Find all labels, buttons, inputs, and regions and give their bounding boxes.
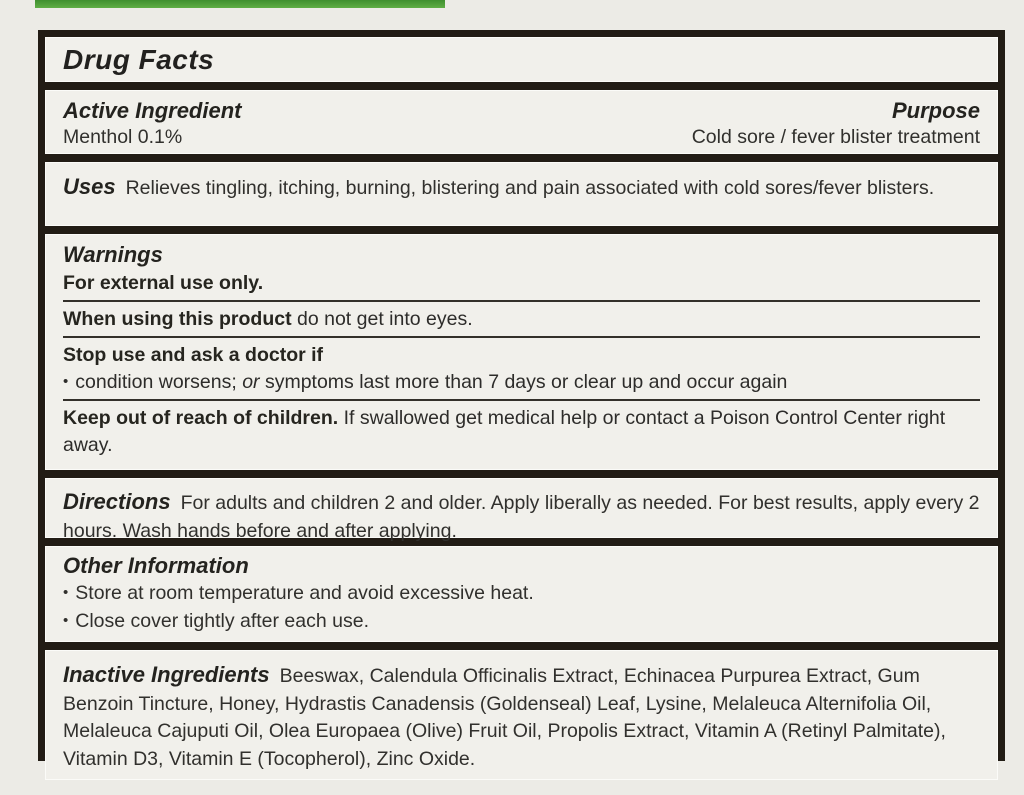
active-ingredient-column <box>63 98 241 152</box>
bullet-icon: • <box>63 372 69 390</box>
bullet-icon: • <box>63 584 69 602</box>
section-title <box>45 37 998 82</box>
purpose-heading: Purpose <box>891 98 980 123</box>
condition-or: or <box>242 370 260 393</box>
keep-out-rest: If swallowed get medical help or contact a Poison Control Center right away. <box>63 406 946 456</box>
green-accent-bar <box>35 0 445 8</box>
uses-text: Relieves tingling, itching, burning, blistering and pain associated with cold sores/fever blisters. <box>125 177 935 199</box>
warnings-heading: Warnings <box>63 242 163 267</box>
condition-post: symptoms last more than 7 days or clear up and occur again <box>259 370 788 393</box>
inactive-ingredients-paragraph <box>63 659 980 774</box>
active-ingredient-value: Menthol 0.1% <box>63 126 183 148</box>
when-using-rest: do not get into eyes. <box>291 307 473 330</box>
other-info-bullet-1 <box>63 580 980 608</box>
bullet-icon: • <box>63 612 69 630</box>
when-using-bold: When using this product <box>63 307 292 330</box>
purpose-column <box>692 98 980 152</box>
keep-out-bold: Keep out of reach of children. <box>63 406 339 429</box>
warning-external-use: For external use only. <box>63 270 980 302</box>
purpose-value: Cold sore / fever blister treatment <box>691 126 980 148</box>
directions-heading: Directions <box>63 489 171 515</box>
other-info-text-1: Store at room temperature and avoid excessive heat. <box>75 582 534 605</box>
section-active-ingredient <box>45 90 998 154</box>
uses-heading: Uses <box>63 174 116 199</box>
warning-when-using <box>63 306 980 338</box>
active-ingredient-heading: Active Ingredient <box>63 98 242 123</box>
uses-paragraph <box>63 171 980 203</box>
other-information-heading: Other Information <box>63 553 249 579</box>
inactive-ingredients-text: Beeswax, Calendula Officinalis Extract, Echinacea Purpurea Extract, Gum Benzoin Tincture, Honey, Hydrastis Canadensis (Goldenseal) Leaf, Lysine, Melaleuca Alternifolia Oil, Melaleuca Cajuputi Oil, Olea Europaea (Olive) Fruit Oil, Propolis Extract, Vitamin A (Retinyl Palmitate), Vitamin D3, Vitamin E (Tocopherol), Zinc Oxide. <box>63 664 946 770</box>
section-warnings <box>45 234 998 470</box>
section-directions <box>45 478 998 543</box>
directions-paragraph <box>63 486 980 545</box>
other-info-bullet-2 <box>63 608 980 636</box>
section-other-information <box>45 546 998 641</box>
directions-text: For adults and children 2 and older. Apply liberally as needed. For best results, apply every 2 hours. Wash hands before and after applying. <box>63 492 980 543</box>
drug-facts-label <box>38 30 1005 770</box>
warning-condition-bullet <box>63 369 980 401</box>
section-inactive-ingredients <box>45 650 998 780</box>
warning-keep-out <box>63 405 980 465</box>
warning-stop-use-heading: Stop use and ask a doctor if <box>63 343 324 366</box>
section-uses <box>45 162 998 226</box>
other-info-text-2: Close cover tightly after each use. <box>75 610 369 633</box>
condition-pre: condition worsens; <box>75 370 243 393</box>
drug-facts-title: Drug Facts <box>63 43 215 75</box>
inactive-ingredients-heading: Inactive Ingredients <box>63 661 270 687</box>
